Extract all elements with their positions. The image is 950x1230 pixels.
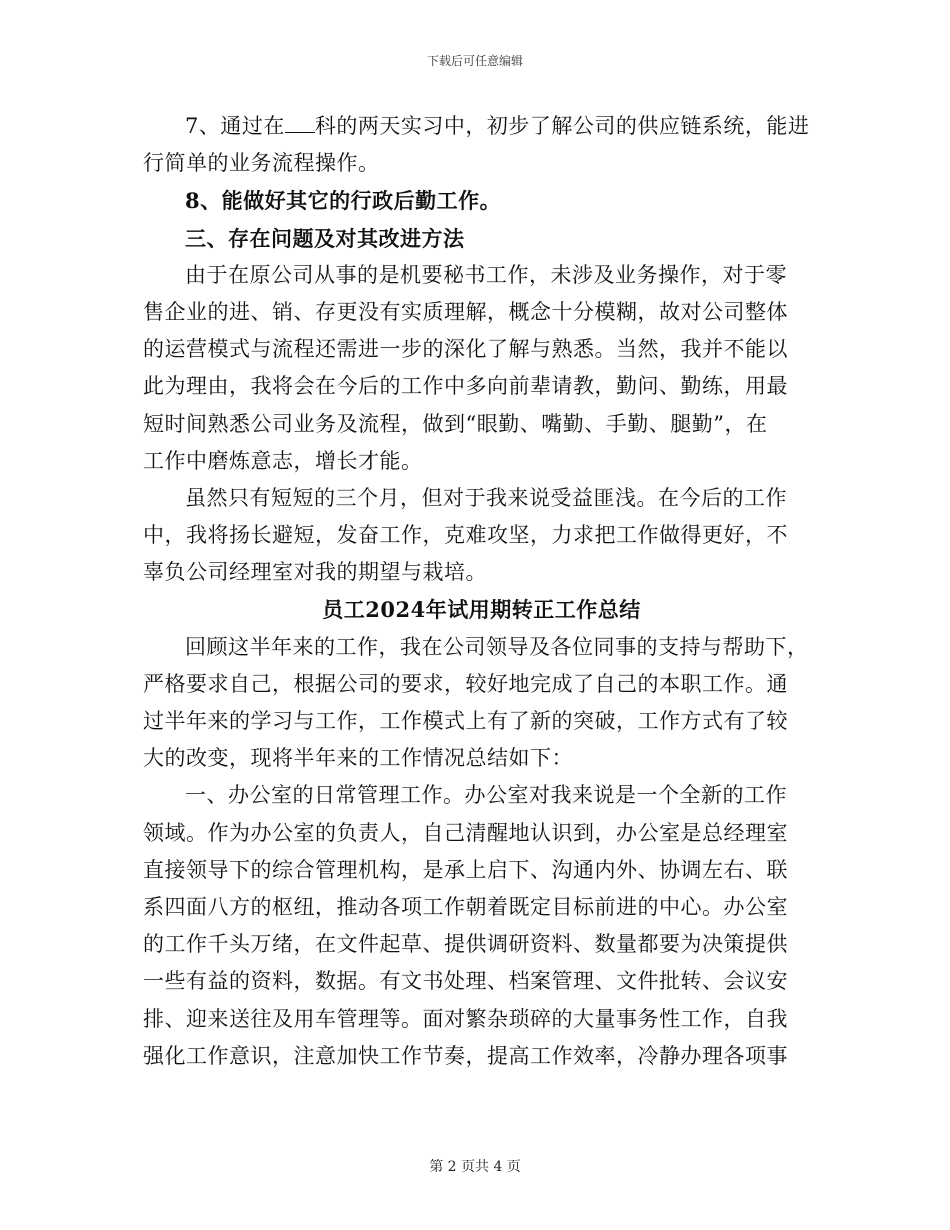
paragraph-line: 直接领导下的综合管理机构，是承上启下、沟通内外、协调左右、联: [143, 857, 788, 882]
paragraph-line: 排、迎来送往及用车管理等。面对繁杂琐碎的大量事务性工作，自我: [143, 1006, 788, 1031]
paragraph-line: 由于在原公司从事的是机要秘书工作，未涉及业务操作，对于零: [185, 262, 787, 287]
section-heading: 三、存在问题及对其改进方法: [185, 225, 465, 251]
paragraph-line: 强化工作意识，注意加快工作节奏，提高工作效率，冷静办理各项事: [143, 1043, 788, 1068]
line-text: 科的两天实习中，初步了解公司的供应链系统，能进: [314, 114, 810, 138]
paragraph-line: 过半年来的学习与工作，工作模式上有了新的突破，工作方式有了较: [143, 709, 788, 733]
paragraph-line: 一、办公室的日常管理工作。办公室对我来说是一个全新的工作: [185, 783, 787, 808]
paragraph-line: 售企业的进、销、存更没有实质理解，概念十分模糊，故对公司整体: [143, 299, 788, 324]
paragraph-line: 一些有益的资料，数据。有文书处理、档案管理、文件批转、会议安: [143, 969, 788, 994]
page-footer: 第 2 页共 4 页: [429, 1159, 521, 1175]
paragraph-line: 严格要求自己，根据公司的要求，较好地完成了自己的本职工作。通: [143, 671, 788, 696]
paragraph-line: 中，我将扬长避短，发奋工作，克难攻坚，力求把工作做得更好，不: [143, 523, 788, 548]
paragraph-line: 短时间熟悉公司业务及流程，做到“眼勤、嘴勤、手勤、腿勤”，在: [143, 411, 768, 436]
paragraph-line: 行简单的业务流程操作。: [143, 151, 380, 176]
paragraph-line: 的运营模式与流程还需进一步的深化了解与熟悉。当然，我并不能以: [143, 337, 788, 362]
paragraph-line: 领域。作为办公室的负责人，自己清醒地认识到，办公室是总经理室: [143, 820, 788, 845]
paragraph-line: 工作中磨炼意志，增长才能。: [143, 448, 423, 473]
paragraph-line: 的工作千头万绪，在文件起草、提供调研资料、数量都要为决策提供: [143, 932, 788, 957]
document-body: [143, 108, 808, 1075]
paragraph-line: [143, 108, 808, 145]
paragraph-line: 此为理由，我将会在今后的工作中多向前辈请教，勤问、勤练，用最: [143, 374, 788, 399]
bold-list-item: 8、能做好其它的行政后勤工作。: [185, 188, 502, 214]
document-title: 员工2024年试用期转正工作总结: [322, 597, 641, 623]
line-text: 7、通过在: [185, 114, 285, 138]
paragraph-line: 辜负公司经理室对我的期望与栽培。: [143, 560, 487, 585]
paragraph-line: 系四面八方的枢纽，推动各项工作朝着既定目标前进的中心。办公室: [143, 894, 788, 919]
fill-in-blank: [285, 114, 315, 133]
paragraph-line: 虽然只有短短的三个月，但对于我来说受益匪浅。在今后的工作: [185, 485, 787, 510]
paragraph-line: 回顾这半年来的工作，我在公司领导及各位同事的支持与帮助下，: [185, 634, 809, 659]
page-header: 下载后可任意编辑: [426, 54, 523, 68]
paragraph-line: 大的改变，现将半年来的工作情况总结如下：: [143, 746, 573, 771]
